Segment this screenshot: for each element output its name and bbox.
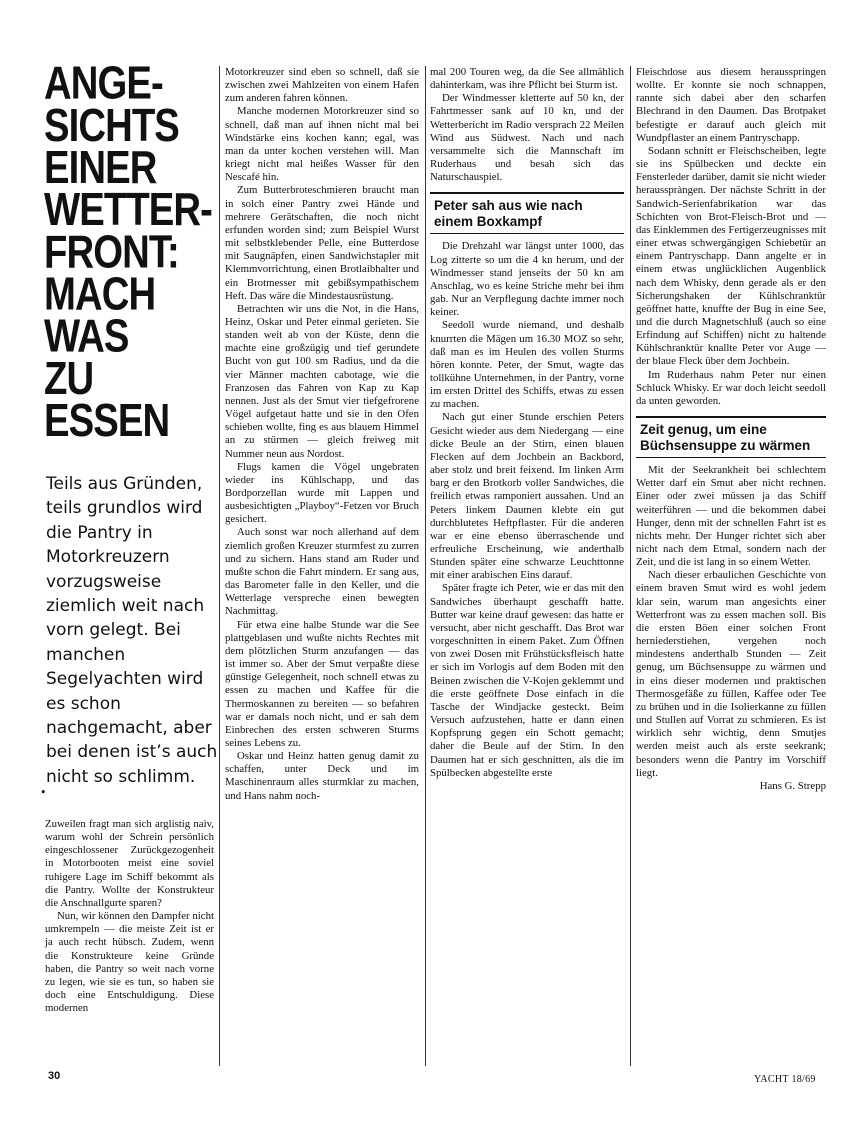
body-paragraph: Motorkreuzer sind eben so schnell, daß sie zwischen zwei Mahlzeiten von einem Hafen zum anderen fahren können. bbox=[225, 66, 419, 105]
body-paragraph: mal 200 Touren weg, da die See allmählich dahinterkam, was ihre Pflicht bei Sturm ist. bbox=[430, 66, 624, 92]
column-rule bbox=[630, 66, 631, 1066]
body-column-2 bbox=[225, 66, 419, 803]
body-paragraph: Betrachten wir uns die Not, in die Hans, Heinz, Oskar und Peter einmal gerieten. Sie standen weit ab von der Küste, denn die machte eine großzügig und tief gerundete Bucht von gut 100 sm Radius, und da die vier Männer machten cabotage, wie die Franzosen das Fahren von Kap zu Kap nennen. Just als der Smut vier tiefgefrorene Vögel aufgetaut hatte und sie in den Ofen schieben wollte, fing es aus blauem Himmel an zu stürmen — gleich freiweg mit Nummer neun aus Nordost. bbox=[225, 302, 419, 460]
column-rule bbox=[219, 66, 220, 1066]
section-subhead: Zeit genug, um eine Büchsensuppe zu wärmen bbox=[636, 416, 826, 458]
body-paragraph: Zum Butterbroteschmieren braucht man in solch einer Pantry zwei Hände und mehrere Gerätschaften, die noch nicht erfunden worden sind; zum Beispiel Wurst mit selbstklebender Pelle, eine Butterdose mit Saugnäpfen, einen Sandwichstapler mit Klemmvorrichtung, einen Brotlaibhalter und ein Brotmesser mit gebißsympathischem Heft. Das wäre die Mindestausrüstung. bbox=[225, 184, 419, 302]
issue-label: YACHT 18/69 bbox=[754, 1074, 816, 1085]
body-paragraph: Nun, wir können den Dampfer nicht umkrempeln — die meiste Zeit ist er ja auch recht hübsch. Zudem, wenn die Konstrukteure keine Gründe haben, die Pantry so weit nach vorne zu legen, wie sie es tun, so haben sie doch eine Entschuldigung. Diese modernen bbox=[45, 910, 214, 1015]
body-paragraph: Nach gut einer Stunde erschien Peters Gesicht wieder aus dem Niedergang — eine dicke Beule an der Stirn, einen blauen Flecken auf dem Jochbein an Backbord, aber stolz und breit feixend. Im linken Arm barg er den Brotkorb voller Sandwiches, die freilich etwas ramponiert aussahen. Und an Peters linkem Daumen klebte ein gut durchblutetes Heftpflaster. Für die anderen war er eine ebenso überraschende und erfreuliche Erscheinung, wie anderthalb Stunden später eine schwarze Leuchttonne mit einer arabischen Eins darauf. bbox=[430, 411, 624, 582]
body-paragraph: Für etwa eine halbe Stunde war die See plattgeblasen und wußte nichts Rechtes mit dem plötzlichen Sturm anzufangen — das ist immer so. Aber der Smut verpaßte diese günstige Gelegenheit, noch schnell etwas zu essen zu machen und Kaffee für die Thermoskannen zu bereiten — so befahren war er damals noch nicht, und er sah dem Einbrechen des ersten schweren Sturms seines Lebens zu. bbox=[225, 618, 419, 749]
body-paragraph: Der Windmesser kletterte auf 50 kn, der Fahrtmesser sank auf 10 kn, und der Wetterbericht im Radio versprach 22 Meilen Wind aus Südwest. Nach und nach versammelte sich die Mannschaft im Ruderhaus und besah sich das Naturschauspiel. bbox=[430, 92, 624, 184]
body-paragraph: Nach dieser erbaulichen Geschichte von einem braven Smut wird es wohl jedem klar sein, warum man angesichts einer Wetterfront was zu essen machen soll. Bis die ersten Böen einer solchen Front herniederstiehen, vergehen noch mindestens anderthalb Stunden — Zeit genug, um Büchsensuppe zu wärmen und in eins dieser modernen und praktischen Thermosgefäße zu füllen, Kaffee oder Tee zu brühen und in die Isolierkanne zu füllen und Stullen auf Vorrat zu schmieren. Es ist wirklich sehr wichtig, denn Smutjes werden meist auch als erste seekrank; besonders wenn die Pantry im Vorschiff liegt. bbox=[636, 569, 826, 779]
body-paragraph: Die Drehzahl war längst unter 1000, das Log zitterte so um die 4 kn herum, und der Windmesser stand jenseits der 50 kn am Anschlag, wo es keine Striche mehr bei ihm gab. Nur an Verpflegung dachte immer noch keiner. bbox=[430, 240, 624, 319]
body-paragraph: Mit der Seekrankheit bei schlechtem Wetter darf ein Smut aber nicht rechnen. Einer oder zwei müssen ja das Schiff weiterführen — und die bekommen dabei Hunger, denn mit der schnellen Fahrt ist es nichts mehr. Der Hunger richtet sich aber nicht nach dem Etmal, sondern nach der Zeit, und die ist lang in so einem Wetter. bbox=[636, 464, 826, 569]
author-signature: Hans G. Strepp bbox=[759, 779, 826, 792]
body-paragraph: Auch sonst war noch allerhand auf dem ziemlich großen Kreuzer sturmfest zu zurren und zu sichern. Hans stand am Ruder und mußte schon die Fahrt mindern. Er sang aus, das Barometer falle in den Keller, und die Wetterlage verspreche einen bewegten Nachmittag. bbox=[225, 526, 419, 618]
body-paragraph: Zuweilen fragt man sich arglistig naiv, warum wohl der Schrein persönlich eingeschlossener Zurückgezogenheit in Motorbooten meist eine soviel ruhigere Lage im Schiff bekommt als die Pantry. Wollte der Konstrukteur die Anschnallgurte sparen? bbox=[45, 818, 214, 909]
body-paragraph: Oskar und Heinz hatten genug damit zu schaffen, unter Deck und im Maschinenraum alles sturmklar zu machen, und Hans nahm noch- bbox=[225, 750, 419, 802]
body-paragraph: Manche modernen Motorkreuzer sind so schnell, daß man auf ihnen nicht mal bei Windstärke eins kochen kann; egal, was man da unter kochen verstehen will. Man kriegt nicht mal heißes Wasser für den Nescafé hin. bbox=[225, 105, 419, 184]
body-paragraph: Flugs kamen die Vögel ungebraten wieder ins Kühlschapp, und das Bordporzellan wurde mit Lappen und ausbesichtigten „Playboy“-Fetzen vor Bruch gesichert. bbox=[225, 460, 419, 526]
body-paragraph: Seedoll wurde niemand, und deshalb knurrten die Mägen um 16.30 MOZ so sehr, daß man es im Heulen des vollen Sturms hören konnte. Peter, der Smut, wagte das tollkühne Unternehmen, in der Pantry, vorne im ersten Drittel des Schiffs, etwas zu essen zu machen. bbox=[430, 319, 624, 411]
body-paragraph: Später fragte ich Peter, wie er das mit den Sandwiches überhaupt geschafft hatte. Butter war keine drauf gewesen: das hatte er versucht, aber nicht geschafft. Das Brot war vorgeschnitten in einem Paket. Zum Öffnen von zwei Dosen mit Frühstücksfleisch hatte er sich im Vorlogis auf dem Boden mit den Beinen zwischen die V-Kojen geklemmt und die erste geöffnete Dose einfach in die Tasche der Windjacke gesteckt. Beim Versuch aufzustehen, hatte er dann einen Kopfsprung gegen ein Schott gemacht; daher die Beule auf der Stirn. In den Daumen hat er sich geschnitten, als die im Spülbecken abgestellte erste bbox=[430, 582, 624, 779]
body-paragraph: Fleischdose aus diesem herausspringen wollte. Er konnte sie noch schnappen, rannte sich dabei aber den scharfen Blechrand in den Daumen. Das Brotpaket befestigte er darauf auch gleich mit Wundpflaster an einem Pantryschapp. bbox=[636, 66, 826, 144]
body-column-1 bbox=[45, 818, 214, 1015]
section-subhead: Peter sah aus wie nach einem Boxkampf bbox=[430, 192, 624, 234]
body-column-3 bbox=[430, 66, 624, 780]
page-number: 30 bbox=[48, 1070, 61, 1082]
body-column-4 bbox=[636, 66, 826, 793]
article-deck: Teils aus Gründen, teils grundlos wird die Pantry in Motorkreuzern vorzugsweise ziemlich weit nach vorn gelegt. Bei manchen Segelyachten wird es schon nachgemacht, aber bei denen ist’s auch nicht so schlimm. bbox=[46, 474, 218, 787]
body-paragraph: Sodann schnitt er Fleischscheiben, legte sie ins Spülbecken und deckte ein Fensterleder darüber, damit sie nicht wieder herausspràngen. Der nächste Schritt in der Sandwich-Serienfabrikation war das Schichten von Brot-Fleisch-Brot und — das Einklemmen des Fertigerzeugnisses mit einer etwas schwergängigen Schiebetür an einem Pantryschapp. Dann angelte er in einem etwas unglücklichen Augenblick nach dem Whisky, denn gerade als er den Sicherungshaken der Kühlschranktür geöffnet hatte, knuffte der Bug in eine See, und die durch Magnetschluß (auch so eine Erfindung auf Schiffen) nicht zu haltende Kühlschranktür knallte Peter vor Auge — der blaue Fleck über dem Jochbein. bbox=[636, 144, 826, 368]
column-rule bbox=[425, 66, 426, 1066]
article-headline: ANGE- SICHTS EINER WETTER- FRONT: MACH WAS ZU ESSEN bbox=[44, 56, 212, 447]
body-paragraph: Im Ruderhaus nahm Peter nur einen Schluck Whisky. Er war doch leicht seedoll da unten geworden. bbox=[636, 368, 826, 407]
ink-speck: • bbox=[40, 786, 47, 799]
